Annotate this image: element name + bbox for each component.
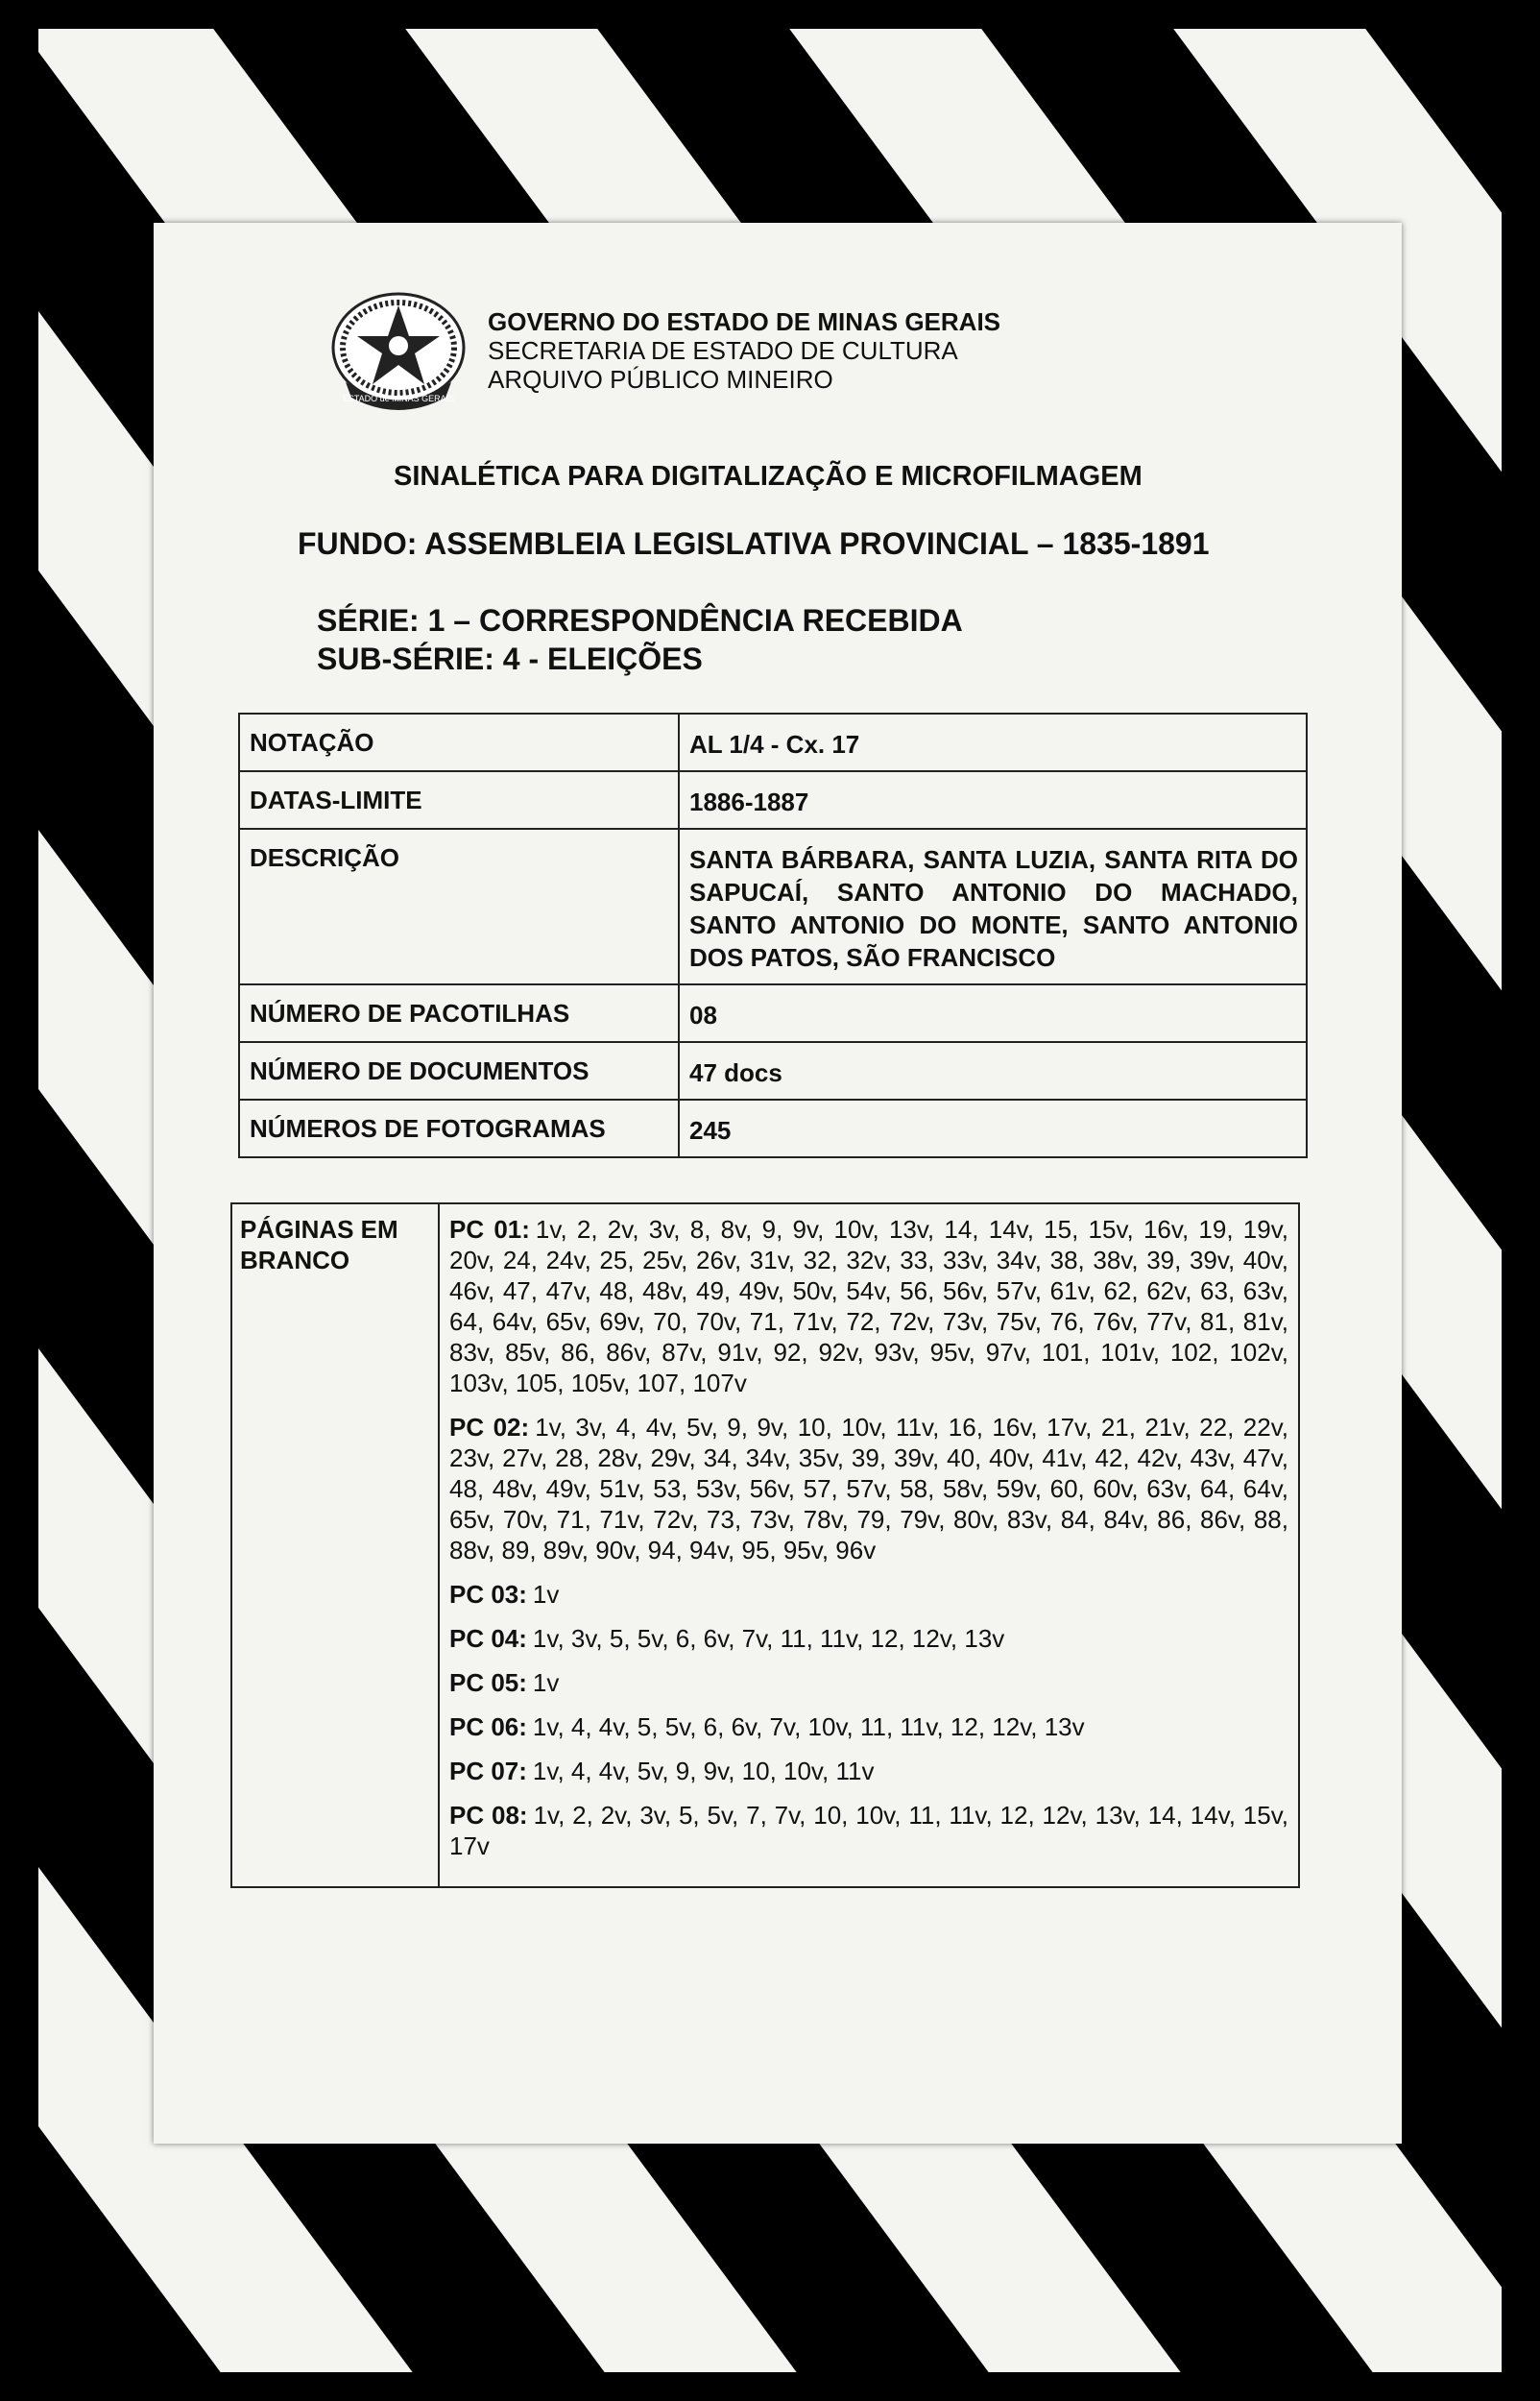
pc-label: PC 07: [449, 1757, 527, 1785]
notacao-label: NOTAÇÃO [239, 714, 679, 771]
pc-entry-05 [449, 1667, 1288, 1698]
pc-label: PC 02: [449, 1413, 530, 1442]
archive-name: ARQUIVO PÚBLICO MINEIRO [488, 365, 833, 394]
documentos-value: 47 docs [679, 1042, 1307, 1100]
pc-label: PC 05: [449, 1668, 527, 1697]
pc-pages: 1v, 3v, 4, 4v, 5v, 9, 9v, 10, 10v, 11v, 16, 16v, 17v, 21, 21v, 22, 22v, 23v, 27v, 28, 28v, 29v, 34, 34v, 35v, 39, 39v, 40, 40v, 41v, 42, 42v, 43v, 47v, 48, 48v, 49v, 51v, 53, 53v, 56v, 57, 57v, 58, 58v, 59v, 60, 60v, 63v, 64, 64v, 65v, 70v, 71, 71v, 72v, 73, 73v, 78v, 79, 79v, 80v, 83v, 84, 84v, 86, 86v, 88, 88v, 89, 89v, 90v, 94, 94v, 95, 95v, 96v [449, 1413, 1288, 1564]
government-name: GOVERNO DO ESTADO DE MINAS GERAIS [488, 307, 1001, 336]
table-row [239, 984, 1307, 1042]
datas-limite-value: 1886-1887 [679, 771, 1307, 829]
fundo-heading: FUNDO: ASSEMBLEIA LEGISLATIVA PROVINCIAL – 1835-1891 [298, 526, 1210, 561]
institution-header [326, 288, 1000, 413]
pc-label: PC 03: [449, 1580, 527, 1609]
secretariat-name: SECRETARIA DE ESTADO DE CULTURA [488, 336, 958, 365]
pc-label: PC 01: [449, 1215, 530, 1244]
pc-pages: 1v, 4, 4v, 5v, 9, 9v, 10, 10v, 11v [532, 1757, 875, 1785]
pc-entry-02 [449, 1412, 1288, 1565]
pacotilhas-value: 08 [679, 984, 1307, 1042]
state-crest-icon [326, 288, 470, 413]
descricao-label: DESCRIÇÃO [239, 829, 679, 984]
pc-pages: 1v, 2, 2v, 3v, 5, 5v, 7, 7v, 10, 10v, 11, 11v, 12, 12v, 13v, 14, 14v, 15v, 17v [449, 1801, 1288, 1860]
blank-pages-label: PÁGINAS EM BRANCO [231, 1203, 439, 1887]
pc-pages: 1v, 3v, 5, 5v, 6, 6v, 7v, 11, 11v, 12, 12v, 13v [532, 1624, 1005, 1653]
pc-label: PC 04: [449, 1624, 527, 1653]
blank-pages-table [230, 1202, 1300, 1888]
table-row [239, 829, 1307, 984]
pc-entry-08 [449, 1800, 1288, 1861]
pc-entry-03 [449, 1579, 1288, 1610]
table-row [231, 1203, 1299, 1887]
table-row [239, 1100, 1307, 1157]
fotogramas-value: 245 [679, 1100, 1307, 1157]
datas-limite-label: DATAS-LIMITE [239, 771, 679, 829]
crest-ribbon-text: ESTADO de MINAS GERAIS [342, 394, 455, 403]
notacao-value: AL 1/4 - Cx. 17 [679, 714, 1307, 771]
serie-heading: SÉRIE: 1 – CORRESPONDÊNCIA RECEBIDA [317, 603, 963, 638]
pc-entry-01 [449, 1214, 1288, 1398]
table-row [239, 714, 1307, 771]
documentos-label: NÚMERO DE DOCUMENTOS [239, 1042, 679, 1100]
table-row [239, 771, 1307, 829]
subserie-heading: SUB-SÉRIE: 4 - ELEIÇÕES [317, 642, 703, 676]
table-row [239, 1042, 1307, 1100]
pc-label: PC 06: [449, 1712, 527, 1741]
fotogramas-label: NÚMEROS DE FOTOGRAMAS [239, 1100, 679, 1157]
pc-label: PC 08: [449, 1801, 528, 1830]
pc-entry-06 [449, 1711, 1288, 1742]
pc-entry-04 [449, 1623, 1288, 1654]
pc-entry-07 [449, 1756, 1288, 1786]
metadata-table [238, 713, 1308, 1158]
pc-pages: 1v, 4, 4v, 5, 5v, 6, 6v, 7v, 10v, 11, 11v, 12, 12v, 13v [532, 1712, 1085, 1741]
pc-pages: 1v, 2, 2v, 3v, 8, 8v, 9, 9v, 10v, 13v, 14, 14v, 15, 15v, 16v, 19, 19v, 20v, 24, 24v, 25, 25v, 26v, 31v, 32, 32v, 33, 33v, 34v, 38, 38v, 39, 39v, 40v, 46v, 47, 47v, 48, 48v, 49, 49v, 50v, 54v, 56, 56v, 57v, 61v, 62, 62v, 63, 63v, 64, 64v, 65v, 69v, 70, 70v, 71, 71v, 72, 72v, 73v, 75v, 76, 76v, 77v, 81, 81v, 83v, 85v, 86, 86v, 87v, 91v, 92, 92v, 93v, 95v, 97v, 101, 101v, 102, 102v, 103v, 105, 105v, 107, 107v [449, 1215, 1288, 1397]
pacotilhas-label: NÚMERO DE PACOTILHAS [239, 984, 679, 1042]
pc-pages: 1v [532, 1580, 560, 1609]
pc-pages: 1v [532, 1668, 560, 1697]
document-title: SINALÉTICA PARA DIGITALIZAÇÃO E MICROFILMAGEM [394, 461, 1143, 492]
blank-pages-list [439, 1203, 1299, 1887]
descricao-value: SANTA BÁRBARA, SANTA LUZIA, SANTA RITA DO SAPUCAÍ, SANTO ANTONIO DO MACHADO, SANTO ANTONIO DO MONTE, SANTO ANTONIO DOS PATOS, SÃO FRANCISCO [679, 829, 1307, 984]
institution-names [488, 307, 1000, 394]
